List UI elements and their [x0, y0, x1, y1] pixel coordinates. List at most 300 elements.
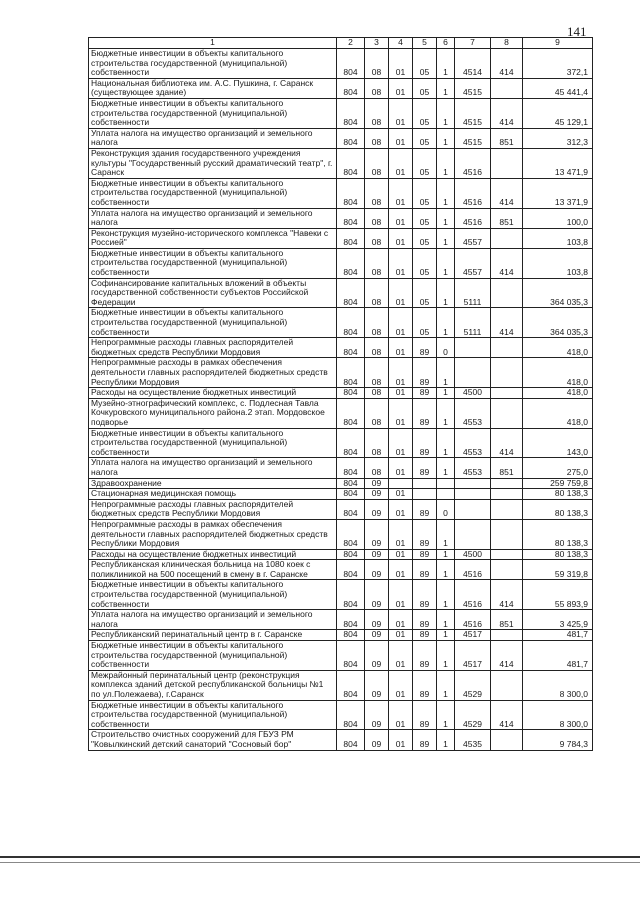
table-row [89, 208, 593, 228]
row-code-cell: 4516 [455, 580, 491, 610]
row-code-cell: 4516 [455, 610, 491, 630]
row-code-cell: 1 [437, 560, 455, 580]
row-code-cell: 804 [337, 610, 365, 630]
row-code-cell [491, 148, 523, 178]
row-code-cell: 4515 [455, 98, 491, 128]
row-code-cell: 08 [365, 148, 389, 178]
row-code-cell: 09 [365, 519, 389, 549]
row-code-cell [491, 630, 523, 641]
table-row [89, 641, 593, 671]
row-code-cell: 1 [437, 549, 455, 560]
row-code-cell [455, 499, 491, 519]
row-code-cell: 1 [437, 148, 455, 178]
row-code-cell: 414 [491, 700, 523, 730]
row-code-cell: 804 [337, 278, 365, 308]
row-name-cell: Реконструкция здания государственного учреждения культуры "Государственный русский драматический театр", г. Саранск [89, 148, 337, 178]
row-code-cell: 804 [337, 730, 365, 750]
row-code-cell [491, 278, 523, 308]
row-code-cell: 804 [337, 178, 365, 208]
row-code-cell: 5111 [455, 278, 491, 308]
row-code-cell: 4517 [455, 630, 491, 641]
row-code-cell: 08 [365, 278, 389, 308]
row-code-cell: 01 [389, 78, 413, 98]
row-name-cell: Непрограммные расходы главных распорядителей бюджетных средств Республики Мордовия [89, 338, 337, 358]
row-code-cell: 1 [437, 49, 455, 79]
row-code-cell: 08 [365, 208, 389, 228]
row-sum-cell: 80 138,3 [523, 549, 593, 560]
row-name-cell: Здравоохранение [89, 478, 337, 489]
row-code-cell: 804 [337, 499, 365, 519]
row-code-cell [413, 489, 437, 500]
row-code-cell: 4553 [455, 398, 491, 428]
row-code-cell [491, 338, 523, 358]
page-number: 141 [567, 24, 587, 39]
table-row [89, 630, 593, 641]
row-code-cell [491, 489, 523, 500]
row-code-cell: 1 [437, 670, 455, 700]
row-code-cell: 89 [413, 338, 437, 358]
row-code-cell: 851 [491, 208, 523, 228]
row-code-cell: 01 [389, 49, 413, 79]
row-code-cell: 1 [437, 580, 455, 610]
row-code-cell: 4557 [455, 228, 491, 248]
row-code-cell [491, 499, 523, 519]
row-code-cell: 05 [413, 178, 437, 208]
table-row [89, 478, 593, 489]
row-code-cell: 1 [437, 610, 455, 630]
row-code-cell: 804 [337, 338, 365, 358]
row-sum-cell: 103,8 [523, 248, 593, 278]
row-code-cell [491, 730, 523, 750]
row-code-cell: 05 [413, 49, 437, 79]
row-sum-cell: 13 371,9 [523, 178, 593, 208]
row-sum-cell: 418,0 [523, 338, 593, 358]
column-header: 5 [413, 38, 437, 49]
column-header: 2 [337, 38, 365, 49]
row-code-cell: 89 [413, 398, 437, 428]
row-code-cell: 08 [365, 78, 389, 98]
row-code-cell: 4517 [455, 641, 491, 671]
table-row [89, 489, 593, 500]
row-code-cell: 1 [437, 388, 455, 399]
row-code-cell: 4557 [455, 248, 491, 278]
row-code-cell: 08 [365, 98, 389, 128]
row-sum-cell: 80 138,3 [523, 519, 593, 549]
row-code-cell: 09 [365, 549, 389, 560]
row-code-cell: 1 [437, 98, 455, 128]
row-name-cell: Бюджетные инвестиции в объекты капитального строительства государственной (муниципальной) собственности [89, 178, 337, 208]
row-code-cell: 1 [437, 630, 455, 641]
row-code-cell: 4516 [455, 148, 491, 178]
row-code-cell: 01 [389, 128, 413, 148]
row-sum-cell: 13 471,9 [523, 148, 593, 178]
row-code-cell: 0 [437, 499, 455, 519]
row-code-cell: 05 [413, 98, 437, 128]
row-sum-cell: 372,1 [523, 49, 593, 79]
row-code-cell: 01 [389, 178, 413, 208]
row-code-cell: 4516 [455, 208, 491, 228]
row-code-cell: 08 [365, 458, 389, 478]
row-code-cell [491, 478, 523, 489]
row-code-cell: 414 [491, 248, 523, 278]
row-code-cell: 89 [413, 670, 437, 700]
row-sum-cell: 3 425,9 [523, 610, 593, 630]
row-code-cell: 01 [389, 730, 413, 750]
row-name-cell: Межрайонный перинатальный центр (реконструкция комплекса зданий детской республиканской больницы №1 по ул.Полежаева), г.Саранск [89, 670, 337, 700]
table-row [89, 358, 593, 388]
row-code-cell: 804 [337, 148, 365, 178]
row-code-cell: 08 [365, 398, 389, 428]
row-code-cell: 05 [413, 228, 437, 248]
row-name-cell: Бюджетные инвестиции в объекты капитального строительства государственной (муниципальной) собственности [89, 700, 337, 730]
row-code-cell: 01 [389, 208, 413, 228]
bottom-rule [0, 856, 640, 858]
row-code-cell: 4500 [455, 388, 491, 399]
row-code-cell: 05 [413, 128, 437, 148]
row-code-cell [491, 388, 523, 399]
row-name-cell: Музейно-этнографический комплекс, с. Подлесная Тавла Кочкуровского муниципального района.2 этап. Мордовское подворье [89, 398, 337, 428]
row-code-cell: 01 [389, 610, 413, 630]
row-name-cell: Уплата налога на имущество организаций и земельного налога [89, 208, 337, 228]
row-code-cell: 89 [413, 388, 437, 399]
row-name-cell: Уплата налога на имущество организаций и земельного налога [89, 128, 337, 148]
row-code-cell: 1 [437, 641, 455, 671]
row-code-cell [413, 478, 437, 489]
row-code-cell: 09 [365, 641, 389, 671]
row-code-cell: 804 [337, 458, 365, 478]
row-name-cell: Бюджетные инвестиции в объекты капитального строительства государственной (муниципальной) собственности [89, 580, 337, 610]
row-code-cell: 01 [389, 338, 413, 358]
row-code-cell: 01 [389, 630, 413, 641]
table-row [89, 458, 593, 478]
row-code-cell: 804 [337, 228, 365, 248]
row-name-cell: Уплата налога на имущество организаций и земельного налога [89, 610, 337, 630]
row-code-cell: 804 [337, 560, 365, 580]
row-sum-cell: 55 893,9 [523, 580, 593, 610]
row-sum-cell: 364 035,3 [523, 278, 593, 308]
row-code-cell: 08 [365, 248, 389, 278]
row-code-cell: 08 [365, 388, 389, 399]
table-row [89, 700, 593, 730]
column-header: 8 [491, 38, 523, 49]
row-code-cell: 414 [491, 49, 523, 79]
row-sum-cell: 418,0 [523, 398, 593, 428]
table-row [89, 388, 593, 399]
column-header: 9 [523, 38, 593, 49]
row-name-cell: Расходы на осуществление бюджетных инвестиций [89, 549, 337, 560]
row-name-cell: Непрограммные расходы главных распорядителей бюджетных средств Республики Мордовия [89, 499, 337, 519]
row-code-cell: 4514 [455, 49, 491, 79]
row-code-cell: 09 [365, 730, 389, 750]
row-code-cell: 804 [337, 478, 365, 489]
row-code-cell: 804 [337, 308, 365, 338]
row-code-cell: 851 [491, 610, 523, 630]
row-sum-cell: 481,7 [523, 630, 593, 641]
row-code-cell: 01 [389, 98, 413, 128]
row-code-cell: 05 [413, 308, 437, 338]
row-code-cell: 1 [437, 730, 455, 750]
table-row [89, 499, 593, 519]
table-row [89, 178, 593, 208]
row-code-cell [455, 358, 491, 388]
row-sum-cell: 100,0 [523, 208, 593, 228]
row-code-cell: 804 [337, 489, 365, 500]
row-code-cell: 1 [437, 358, 455, 388]
row-sum-cell: 8 300,0 [523, 670, 593, 700]
row-code-cell: 09 [365, 610, 389, 630]
row-name-cell: Непрограммные расходы в рамках обеспечения деятельности главных распорядителей бюджетных средств Республики Мордовия [89, 358, 337, 388]
row-code-cell [455, 338, 491, 358]
row-code-cell [455, 489, 491, 500]
row-name-cell: Республиканский перинатальный центр в г. Саранске [89, 630, 337, 641]
row-code-cell: 08 [365, 228, 389, 248]
row-code-cell: 05 [413, 208, 437, 228]
row-sum-cell: 364 035,3 [523, 308, 593, 338]
table-row [89, 398, 593, 428]
row-sum-cell: 80 138,3 [523, 499, 593, 519]
row-code-cell: 01 [389, 428, 413, 458]
row-code-cell: 01 [389, 388, 413, 399]
row-sum-cell: 143,0 [523, 428, 593, 458]
row-name-cell: Реконструкция музейно-исторического комплекса "Навеки с Россией" [89, 228, 337, 248]
row-code-cell: 09 [365, 630, 389, 641]
row-code-cell: 804 [337, 428, 365, 458]
row-code-cell: 89 [413, 358, 437, 388]
table-row [89, 560, 593, 580]
table-row [89, 428, 593, 458]
row-name-cell: Расходы на осуществление бюджетных инвестиций [89, 388, 337, 399]
row-code-cell: 4500 [455, 549, 491, 560]
table-row [89, 670, 593, 700]
row-code-cell: 804 [337, 630, 365, 641]
row-code-cell: 804 [337, 670, 365, 700]
table-row [89, 308, 593, 338]
table-row [89, 519, 593, 549]
row-code-cell: 1 [437, 398, 455, 428]
row-code-cell: 89 [413, 428, 437, 458]
row-code-cell: 89 [413, 730, 437, 750]
bottom-rule-thin [0, 862, 640, 863]
row-code-cell [437, 489, 455, 500]
row-name-cell: Бюджетные инвестиции в объекты капитального строительства государственной (муниципальной) собственности [89, 248, 337, 278]
row-code-cell: 01 [389, 489, 413, 500]
row-sum-cell: 80 138,3 [523, 489, 593, 500]
column-header: 6 [437, 38, 455, 49]
row-code-cell: 08 [365, 178, 389, 208]
table-row [89, 148, 593, 178]
table-row [89, 49, 593, 79]
row-code-cell: 414 [491, 178, 523, 208]
row-code-cell: 05 [413, 248, 437, 278]
row-code-cell: 1 [437, 228, 455, 248]
row-sum-cell: 259 759,8 [523, 478, 593, 489]
row-code-cell: 01 [389, 700, 413, 730]
row-code-cell: 804 [337, 248, 365, 278]
row-name-cell: Бюджетные инвестиции в объекты капитального строительства государственной (муниципальной) собственности [89, 641, 337, 671]
row-code-cell: 01 [389, 248, 413, 278]
row-code-cell: 1 [437, 458, 455, 478]
row-code-cell: 804 [337, 641, 365, 671]
row-sum-cell: 275,0 [523, 458, 593, 478]
row-sum-cell: 59 319,8 [523, 560, 593, 580]
row-code-cell: 08 [365, 358, 389, 388]
row-code-cell: 804 [337, 358, 365, 388]
row-code-cell: 0 [437, 338, 455, 358]
row-sum-cell: 103,8 [523, 228, 593, 248]
row-name-cell: Бюджетные инвестиции в объекты капитального строительства государственной (муниципальной) собственности [89, 49, 337, 79]
table-row [89, 78, 593, 98]
row-sum-cell: 312,3 [523, 128, 593, 148]
row-code-cell: 1 [437, 248, 455, 278]
row-sum-cell: 45 441,4 [523, 78, 593, 98]
column-header: 7 [455, 38, 491, 49]
row-code-cell: 4516 [455, 560, 491, 580]
row-name-cell: Бюджетные инвестиции в объекты капитального строительства государственной (муниципальной) собственности [89, 308, 337, 338]
row-code-cell: 08 [365, 128, 389, 148]
row-code-cell: 01 [389, 670, 413, 700]
column-header: 4 [389, 38, 413, 49]
table-row [89, 610, 593, 630]
table-row [89, 338, 593, 358]
table-row [89, 730, 593, 750]
row-code-cell: 1 [437, 178, 455, 208]
row-code-cell: 89 [413, 630, 437, 641]
table-row [89, 549, 593, 560]
table-row [89, 228, 593, 248]
row-code-cell: 09 [365, 499, 389, 519]
table-row [89, 128, 593, 148]
row-code-cell: 08 [365, 49, 389, 79]
row-code-cell: 4516 [455, 178, 491, 208]
row-code-cell: 01 [389, 549, 413, 560]
row-name-cell: Бюджетные инвестиции в объекты капитального строительства государственной (муниципальной) собственности [89, 428, 337, 458]
column-header: 1 [89, 38, 337, 49]
column-header: 3 [365, 38, 389, 49]
row-code-cell: 804 [337, 700, 365, 730]
row-code-cell: 01 [389, 519, 413, 549]
row-code-cell: 89 [413, 700, 437, 730]
row-code-cell: 89 [413, 499, 437, 519]
row-name-cell: Строительство очистных сооружений для ГБУЗ РМ "Ковылкинский детский санаторий "Сосновый бор" [89, 730, 337, 750]
row-code-cell: 4535 [455, 730, 491, 750]
row-code-cell: 1 [437, 700, 455, 730]
row-code-cell: 09 [365, 478, 389, 489]
table-header-row [89, 38, 593, 49]
table-row [89, 98, 593, 128]
row-code-cell: 01 [389, 398, 413, 428]
row-code-cell: 414 [491, 580, 523, 610]
row-code-cell: 4515 [455, 128, 491, 148]
row-code-cell: 414 [491, 641, 523, 671]
row-name-cell: Непрограммные расходы в рамках обеспечения деятельности главных распорядителей бюджетных средств Республики Мордовия [89, 519, 337, 549]
row-code-cell: 01 [389, 499, 413, 519]
table-row [89, 580, 593, 610]
row-code-cell: 01 [389, 228, 413, 248]
row-code-cell: 01 [389, 458, 413, 478]
row-code-cell: 1 [437, 308, 455, 338]
row-code-cell [491, 358, 523, 388]
table-row [89, 248, 593, 278]
row-code-cell: 1 [437, 519, 455, 549]
row-code-cell: 804 [337, 98, 365, 128]
row-code-cell: 01 [389, 641, 413, 671]
row-code-cell: 89 [413, 580, 437, 610]
row-code-cell: 89 [413, 641, 437, 671]
row-code-cell: 804 [337, 519, 365, 549]
row-code-cell: 09 [365, 700, 389, 730]
row-code-cell: 1 [437, 78, 455, 98]
row-name-cell: Софинансирование капитальных вложений в объекты государственной собственности субъектов Российской Федерации [89, 278, 337, 308]
row-sum-cell: 481,7 [523, 641, 593, 671]
row-code-cell [491, 549, 523, 560]
row-code-cell: 08 [365, 308, 389, 338]
row-code-cell: 804 [337, 549, 365, 560]
row-code-cell: 1 [437, 208, 455, 228]
row-code-cell [491, 519, 523, 549]
row-name-cell: Стационарная медицинская помощь [89, 489, 337, 500]
row-code-cell: 851 [491, 128, 523, 148]
row-code-cell: 05 [413, 148, 437, 178]
row-code-cell [455, 478, 491, 489]
row-code-cell [389, 478, 413, 489]
row-code-cell: 89 [413, 560, 437, 580]
row-code-cell: 414 [491, 98, 523, 128]
row-code-cell [491, 560, 523, 580]
row-code-cell: 09 [365, 560, 389, 580]
row-code-cell [491, 398, 523, 428]
row-code-cell: 4529 [455, 700, 491, 730]
row-code-cell: 01 [389, 358, 413, 388]
row-code-cell: 4515 [455, 78, 491, 98]
row-code-cell: 4553 [455, 428, 491, 458]
row-code-cell: 804 [337, 208, 365, 228]
row-code-cell: 08 [365, 428, 389, 458]
row-code-cell: 01 [389, 560, 413, 580]
row-code-cell: 05 [413, 278, 437, 308]
row-name-cell: Национальная библиотека им. А.С. Пушкина, г. Саранск (существующее здание) [89, 78, 337, 98]
row-sum-cell: 418,0 [523, 358, 593, 388]
row-code-cell: 09 [365, 670, 389, 700]
row-code-cell: 05 [413, 78, 437, 98]
budget-table [88, 37, 593, 751]
row-code-cell [455, 519, 491, 549]
row-code-cell: 804 [337, 49, 365, 79]
row-code-cell: 4529 [455, 670, 491, 700]
row-code-cell [437, 478, 455, 489]
row-code-cell: 89 [413, 458, 437, 478]
row-code-cell: 89 [413, 519, 437, 549]
row-code-cell: 5111 [455, 308, 491, 338]
row-code-cell: 01 [389, 580, 413, 610]
row-code-cell: 1 [437, 128, 455, 148]
row-code-cell: 01 [389, 148, 413, 178]
row-code-cell: 414 [491, 308, 523, 338]
row-name-cell: Уплата налога на имущество организаций и земельного налога [89, 458, 337, 478]
row-code-cell: 08 [365, 338, 389, 358]
row-code-cell: 804 [337, 398, 365, 428]
row-code-cell: 414 [491, 428, 523, 458]
row-sum-cell: 418,0 [523, 388, 593, 399]
row-code-cell: 1 [437, 278, 455, 308]
row-code-cell: 89 [413, 610, 437, 630]
row-code-cell [491, 228, 523, 248]
row-sum-cell: 8 300,0 [523, 700, 593, 730]
row-code-cell [491, 670, 523, 700]
row-name-cell: Бюджетные инвестиции в объекты капитального строительства государственной (муниципальной) собственности [89, 98, 337, 128]
row-code-cell: 4553 [455, 458, 491, 478]
row-code-cell: 1 [437, 428, 455, 458]
row-sum-cell: 45 129,1 [523, 98, 593, 128]
